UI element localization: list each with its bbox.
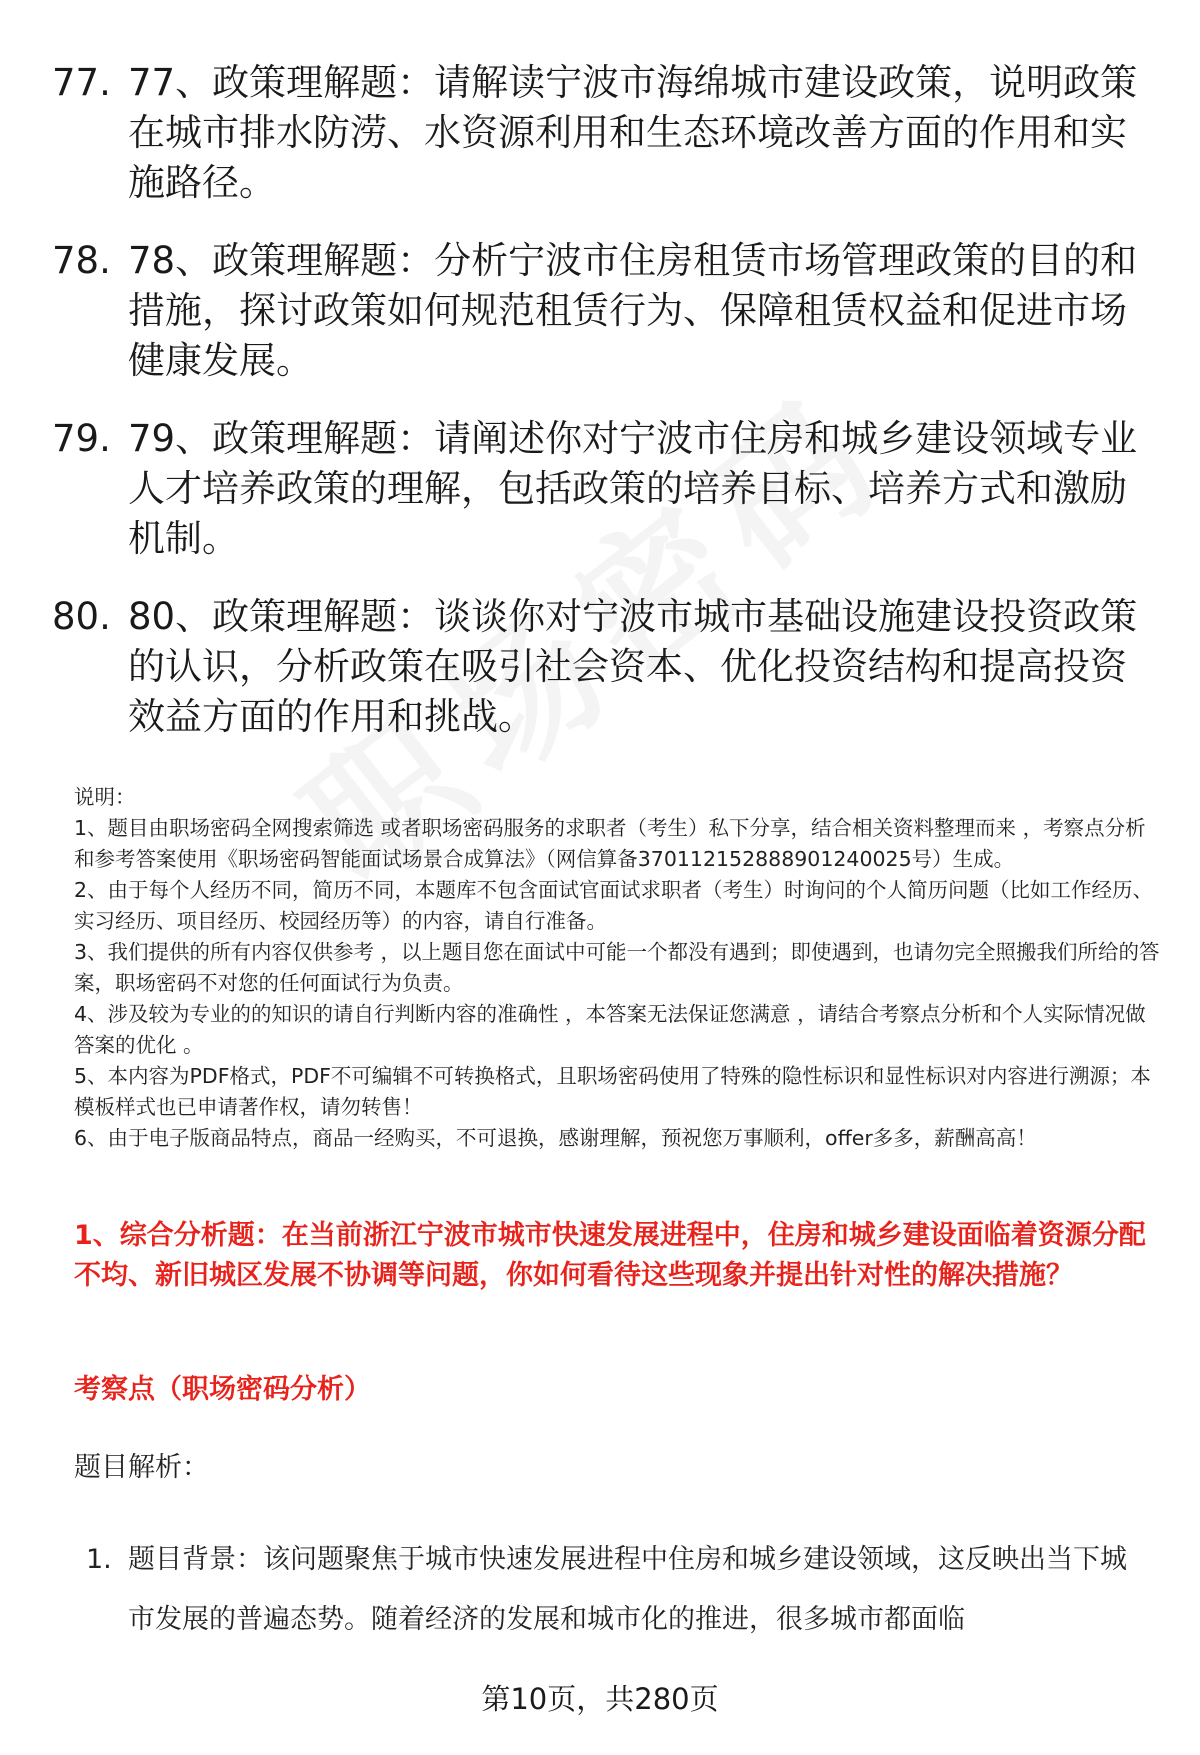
question-78 xyxy=(0,236,1200,386)
question-number: 77. xyxy=(52,61,111,104)
analysis-item-number: 1. xyxy=(86,1544,112,1575)
question-text: 79、政策理解题：请阐述你对宁波市住房和城乡建设领域专业人才培养政策的理解，包括政策的培养目标、培养方式和激励机制。 xyxy=(128,417,1138,560)
page-footer: 第10页，共280页 xyxy=(481,1682,719,1716)
note-item: 2、由于每个人经历不同，简历不同，本题库不包含面试官面试求职者（考生）时询问的个人简历问题（比如工作经历、实习经历、项目经历、校园经历等）的内容，请自行准备。 xyxy=(74,878,1154,933)
note-item: 3、我们提供的所有内容仅供参考 ，以上题目您在面试中可能一个都没有遇到；即使遇到，也请勿完全照搬我们所给的答案，职场密码不对您的任何面试行为负责。 xyxy=(74,940,1160,995)
question-number: 79. xyxy=(52,417,111,460)
analysis-item-text: 题目背景：该问题聚焦于城市快速发展进程中住房和城乡建设领域，这反映出当下城市发展的普遍态势。随着经济的发展和城市化的推进，很多城市都面临 xyxy=(128,1544,1127,1635)
note-item: 6、由于电子版商品特点，商品一经购买，不可退换，感谢理解，预祝您万事顺利，offer多多，薪酬高高！ xyxy=(74,1126,1037,1150)
question-text: 78、政策理解题：分析宁波市住房租赁市场管理政策的目的和措施，探讨政策如何规范租赁行为、保障租赁权益和促进市场健康发展。 xyxy=(128,239,1138,382)
question-list xyxy=(0,58,1200,770)
analysis-heading: 题目解析： xyxy=(74,1452,209,1483)
question-number: 80. xyxy=(52,595,111,638)
note-item: 4、涉及较为专业的的知识的请自行判断内容的准确性 ，本答案无法保证您满意 ，请结合考察点分析和个人实际情况做答案的优化 。 xyxy=(74,1002,1146,1057)
note-item: 1、题目由职场密码全网搜索筛选 或者职场密码服务的求职者（考生）私下分享，结合相关资料整理而来 ，考察点分析和参考答案使用《职场密码智能面试场景合成算法》（网信算备370112152888901240025号）生成。 xyxy=(74,816,1146,871)
notes-section xyxy=(74,782,1164,1154)
question-number: 78. xyxy=(52,239,111,282)
question-80 xyxy=(0,592,1200,742)
question-text: 77、政策理解题：请解读宁波市海绵城市建设政策，说明政策在城市排水防涝、水资源利用和生态环境改善方面的作用和实施路径。 xyxy=(128,61,1138,204)
question-77 xyxy=(0,58,1200,208)
question-79 xyxy=(0,414,1200,564)
question-text: 80、政策理解题：谈谈你对宁波市城市基础设施建设投资政策的认识，分析政策在吸引社会资本、优化投资结构和提高投资效益方面的作用和挑战。 xyxy=(128,595,1138,738)
question-title: 1、综合分析题：在当前浙江宁波市城市快速发展进程中，住房和城乡建设面临着资源分配不均、新旧城区发展不协调等问题，你如何看待这些现象并提出针对性的解决措施？ xyxy=(74,1220,1146,1291)
analysis-item xyxy=(86,1530,1148,1650)
exam-points-heading: 考察点（职场密码分析） xyxy=(74,1374,371,1405)
notes-heading: 说明： xyxy=(74,785,136,809)
note-item: 5、本内容为PDF格式，PDF不可编辑不可转换格式，且职场密码使用了特殊的隐性标识和显性标识对内容进行溯源；本模板样式也已申请著作权，请勿转售！ xyxy=(74,1064,1151,1119)
